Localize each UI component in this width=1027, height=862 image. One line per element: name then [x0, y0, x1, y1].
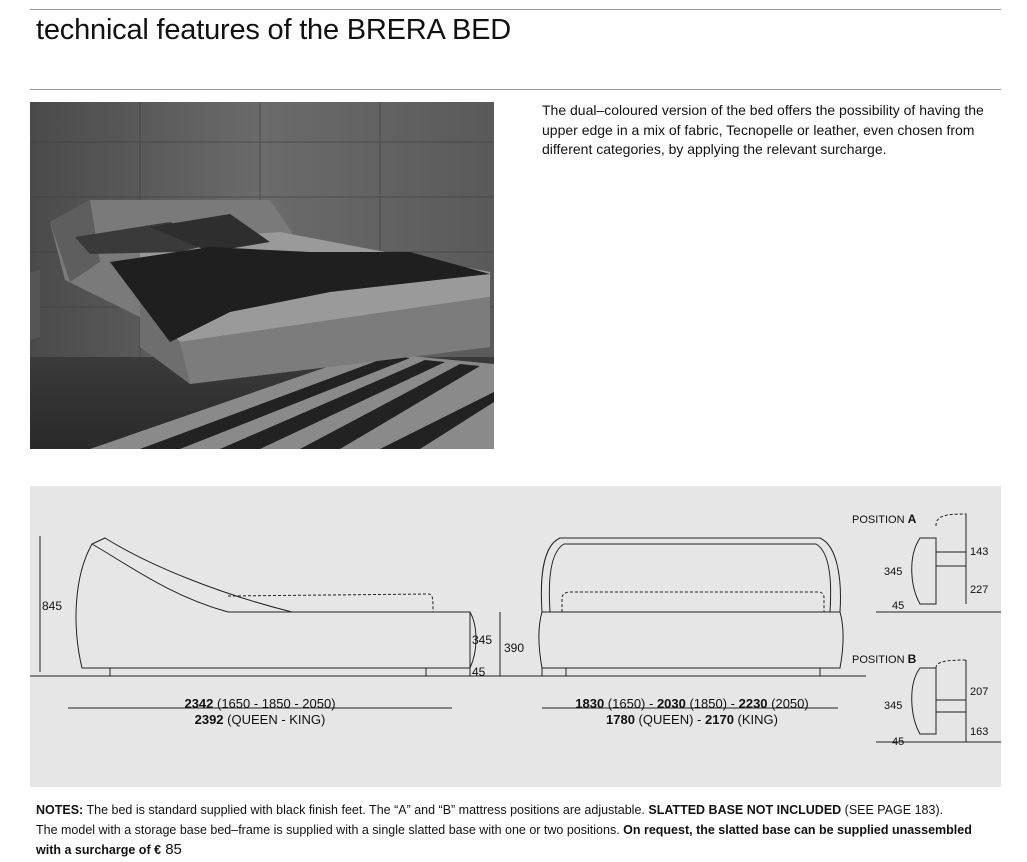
technical-drawing: [30, 486, 1001, 787]
front-headboard-inner: [549, 544, 830, 612]
pos-b-207: 207: [970, 686, 989, 698]
front-width-caption-2: 1780 (QUEEN) - 2170 (KING): [606, 712, 778, 727]
front-headboard-shape: [541, 538, 840, 612]
side-length-caption-2: 2392 (QUEEN - KING): [194, 712, 326, 727]
pos-b-slat: [936, 700, 966, 712]
notes-label: NOTES:: [36, 803, 84, 817]
pos-a-143: 143: [970, 546, 989, 558]
dim-390: 390: [504, 641, 525, 655]
pos-a-mattress: [936, 514, 966, 568]
description: The dual–coloured version of the bed offers the possibility of having the upper edge in a mix of fabric, Tecnopelle or leather, even chosen from different categories, by applying the relevant surcharge.: [542, 102, 984, 157]
title-rule: [30, 89, 1001, 90]
dim-45-side: 45: [472, 665, 486, 679]
top-rule: [30, 9, 1001, 10]
side-length-caption: 2342 (1650 - 1850 - 2050): [184, 696, 336, 711]
front-mattress-dashed: [562, 592, 824, 612]
pos-a-227: 227: [970, 584, 989, 596]
notes: [36, 800, 1001, 860]
bed-photo: [30, 102, 494, 449]
front-width-caption: 1830 (1650) - 2030 (1850) - 2230 (2050): [575, 696, 809, 711]
dim-345: 345: [472, 633, 493, 647]
front-base-shape: [539, 612, 843, 676]
pos-a-45: 45: [892, 600, 905, 612]
notes-line-2: The model with a storage base bed–frame is supplied with a single slatted base with one or two positions. On request, the slatted base can be supplied unassembled: [36, 823, 972, 837]
pos-b-163: 163: [970, 726, 989, 738]
pos-b-345: 345: [884, 700, 903, 712]
pos-b-mattress: [936, 660, 966, 718]
notes-line-3: with a surcharge of € 85: [36, 841, 182, 858]
price: 85: [161, 841, 182, 858]
dim-845: 845: [42, 599, 63, 613]
page-title: technical features of the BRERA BED: [36, 14, 511, 46]
side-bed-shape: [76, 544, 476, 668]
bed-photo-illustration: [30, 102, 494, 449]
technical-drawing-panel: [30, 486, 1001, 787]
position-b-label: POSITION B: [852, 652, 917, 666]
pos-b-45: 45: [892, 736, 905, 748]
notes-line-1: NOTES: The bed is standard supplied with black finish feet. The “A” and “B” mattress positions are adjustable. SLATTED BASE NOT INCLUDED (SEE PAGE 183).: [36, 803, 944, 817]
pos-a-slat: [936, 552, 966, 566]
pos-a-345: 345: [884, 566, 903, 578]
pos-a-section: [912, 538, 936, 604]
pos-b-section: [912, 668, 936, 734]
position-a-label: POSITION A: [852, 512, 917, 526]
